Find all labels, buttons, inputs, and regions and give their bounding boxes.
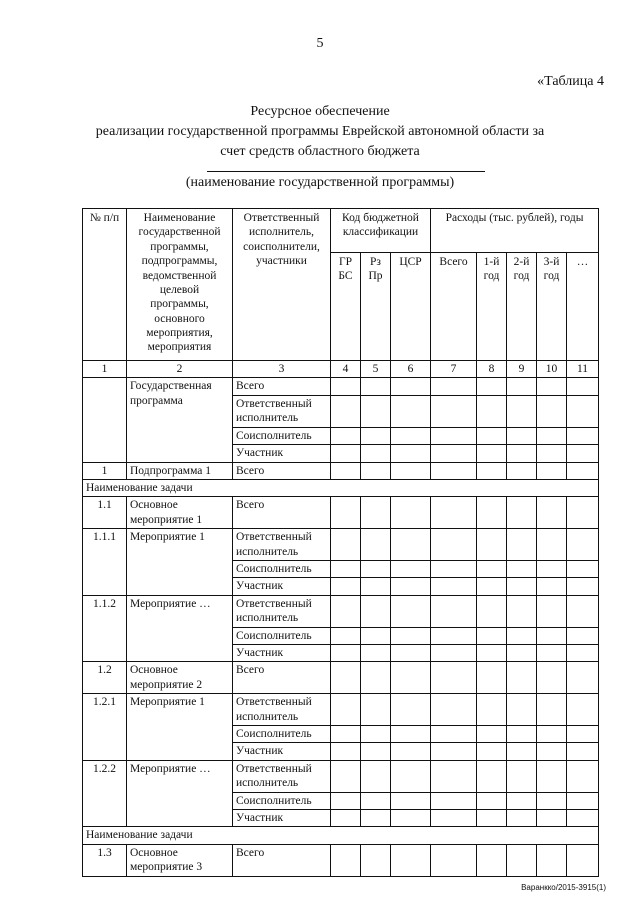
state-program-label: Государственная программа — [127, 378, 233, 462]
col-num: 6 — [391, 361, 431, 378]
header-more: … — [567, 253, 599, 361]
participant-cell: Участник — [233, 445, 331, 462]
table-reference: «Таблица 4 — [537, 74, 604, 89]
resource-table — [82, 208, 599, 877]
table-row — [83, 662, 599, 694]
column-numbers-row — [83, 361, 599, 378]
header-code: Код бюджетной классификации — [331, 209, 431, 253]
coexecutor-cell: Соисполнитель — [233, 792, 331, 809]
table-row — [83, 378, 599, 395]
row-number: 1.3 — [83, 844, 127, 876]
main-event-label: Основное мероприятие 3 — [127, 844, 233, 876]
task-row — [83, 479, 599, 496]
participant-cell: Участник — [233, 809, 331, 826]
row-number: 1.2.1 — [83, 694, 127, 761]
responsible-cell: Ответственный исполнитель — [233, 694, 331, 726]
event-label: Мероприятие 1 — [127, 529, 233, 596]
program-name-caption: (наименование государственной программы) — [185, 175, 455, 190]
row-number: 1.2 — [83, 662, 127, 694]
table-row — [83, 760, 599, 792]
total-cell: Всего — [233, 844, 331, 876]
row-number: 1 — [83, 462, 127, 479]
title-line-3: счет средств областного бюджета — [220, 144, 420, 159]
header-year-2: 2-й год — [507, 253, 537, 361]
header-year-1: 1-й год — [477, 253, 507, 361]
event-label: Мероприятие … — [127, 595, 233, 662]
total-cell: Всего — [233, 497, 331, 529]
task-row — [83, 827, 599, 844]
total-cell: Всего — [233, 662, 331, 694]
responsible-cell: Ответственный исполнитель — [233, 760, 331, 792]
coexecutor-cell: Соисполнитель — [233, 726, 331, 743]
header-grbs: ГР БС — [331, 253, 361, 361]
col-num: 4 — [331, 361, 361, 378]
main-event-label: Основное мероприятие 2 — [127, 662, 233, 694]
participant-cell: Участник — [233, 578, 331, 595]
header-rzpr: Рз Пр — [361, 253, 391, 361]
footer-code: Варанкко/2015-3915(1) — [521, 883, 606, 892]
main-event-label: Основное мероприятие 1 — [127, 497, 233, 529]
header-num: № п/п — [83, 209, 127, 361]
event-label: Мероприятие 1 — [127, 694, 233, 761]
header-resp: Ответственный исполнитель, соисполнители, участники — [233, 209, 331, 361]
header-total: Всего — [431, 253, 477, 361]
task-name: Наименование задачи — [83, 827, 599, 844]
header-expenses: Расходы (тыс. рублей), годы — [431, 209, 599, 253]
row-number: 1.2.2 — [83, 760, 127, 827]
row-number: 1.1.2 — [83, 595, 127, 662]
responsible-cell: Ответственный исполнитель — [233, 529, 331, 561]
title-line-1: Ресурсное обеспечение — [250, 104, 390, 119]
col-num: 9 — [507, 361, 537, 378]
participant-cell: Участник — [233, 644, 331, 661]
row-number: 1.1.1 — [83, 529, 127, 596]
col-num: 1 — [83, 361, 127, 378]
program-name-line — [207, 171, 485, 172]
header-name: Наименование государственной программы, подпрограммы, ведомственной целевой программы, основного мероприятия, мероприятия — [127, 209, 233, 361]
table-row — [83, 462, 599, 479]
event-label: Мероприятие … — [127, 760, 233, 827]
title-line-2: реализации государственной программы Еврейской автономной области за — [95, 124, 545, 139]
participant-cell: Участник — [233, 743, 331, 760]
task-name: Наименование задачи — [83, 479, 599, 496]
responsible-cell: Ответственный исполнитель — [233, 595, 331, 627]
table-row — [83, 595, 599, 627]
col-num: 11 — [567, 361, 599, 378]
total-cell: Всего — [233, 462, 331, 479]
table-row — [83, 844, 599, 876]
header-year-3: 3-й год — [537, 253, 567, 361]
col-num: 8 — [477, 361, 507, 378]
total-cell: Всего — [233, 378, 331, 395]
col-num: 5 — [361, 361, 391, 378]
header-csr: ЦСР — [391, 253, 431, 361]
table-row — [83, 529, 599, 561]
coexecutor-cell: Соисполнитель — [233, 427, 331, 444]
col-num: 2 — [127, 361, 233, 378]
row-number: 1.1 — [83, 497, 127, 529]
table-row — [83, 497, 599, 529]
coexecutor-cell: Соисполнитель — [233, 627, 331, 644]
col-num: 7 — [431, 361, 477, 378]
col-num: 3 — [233, 361, 331, 378]
page-number: 5 — [316, 36, 324, 51]
responsible-cell: Ответственный исполнитель — [233, 395, 331, 427]
subprogram-label: Подпрограмма 1 — [127, 462, 233, 479]
table-row — [83, 694, 599, 726]
coexecutor-cell: Соисполнитель — [233, 561, 331, 578]
col-num: 10 — [537, 361, 567, 378]
